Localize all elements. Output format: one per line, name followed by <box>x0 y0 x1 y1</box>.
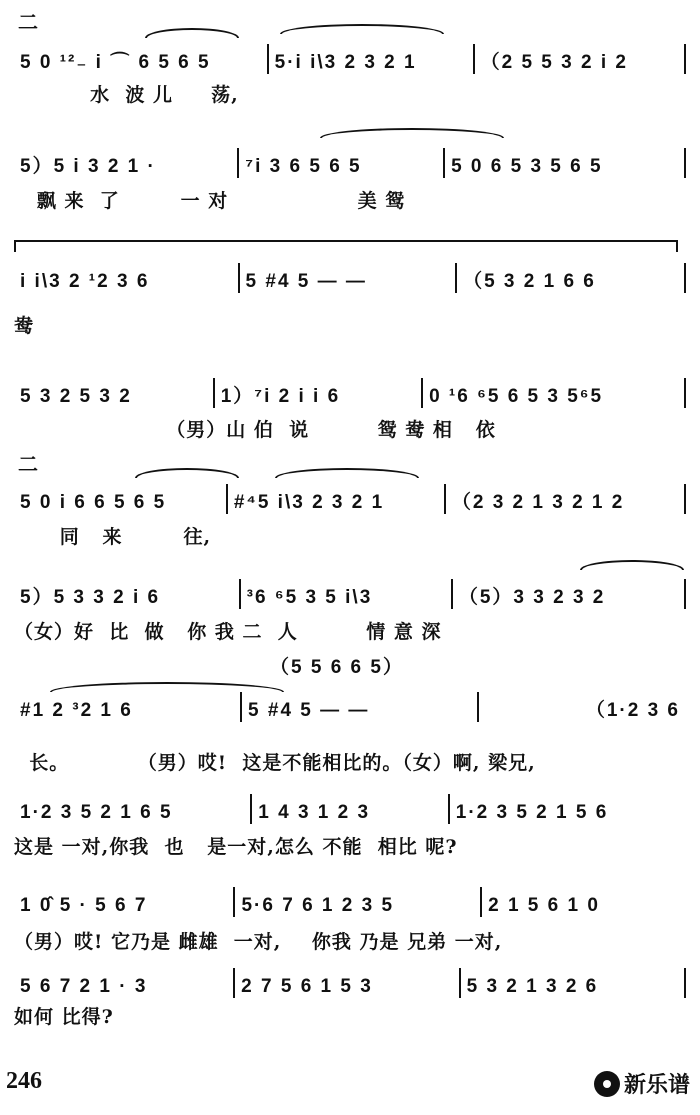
bar-line <box>684 968 686 998</box>
lyrics-line: 飘 来 了 一 对 美 鸳 <box>14 190 406 212</box>
score-row-7 <box>0 650 700 774</box>
measure: 1·2 3 5 2 1 6 5 <box>20 802 173 823</box>
measure: i i\3 2 ¹2 3 6 <box>20 271 150 292</box>
section-mark: 二 <box>18 12 38 34</box>
measure: 1·2 3 5 2 1 5 6 <box>455 802 609 823</box>
measure: 5）5 i 3 2 1 · <box>20 156 156 177</box>
measure: 0 ¹6 ⁶5 6 5 3 5⁶5 <box>429 386 604 407</box>
measure: 5 6 7 2 1 · 3 <box>20 976 148 997</box>
lyrics-line: 同 来 往, <box>14 526 212 548</box>
measure: 5 0 i 6 6 5 6 5 <box>20 492 167 513</box>
vinyl-record-icon <box>594 1071 620 1097</box>
lyrics-line: 水 波 儿 荡, <box>14 84 239 106</box>
lyrics-line: （女）好 比 做 你 我 二 人 情 意 深 <box>14 621 442 643</box>
score-row-8 <box>0 790 700 870</box>
notation-line <box>14 44 686 74</box>
measure: 5）5 3 3 2 i 6 <box>20 587 161 608</box>
score-row-2 <box>0 130 700 210</box>
measure: 2 7 5 6 1 5 3 <box>241 976 373 997</box>
measure: 5 0 ¹²₋ i ⌒ 6 5 6 5 <box>20 52 211 73</box>
notation-line <box>14 692 686 722</box>
measure: 5 3 2 5 3 2 <box>20 386 132 407</box>
measure: 5 #4 5 — — <box>245 271 367 292</box>
bar-line <box>684 44 686 74</box>
notation-line <box>14 484 686 514</box>
bar-line <box>684 484 686 514</box>
measure: （5）3 3 2 3 2 <box>458 587 606 608</box>
measure: #⁴5 i\3 2 3 2 1 <box>233 492 385 513</box>
notation-line <box>14 794 686 824</box>
score-row-5 <box>0 470 700 550</box>
bar-line <box>684 263 686 293</box>
lyrics-line: 鸯 <box>14 315 35 337</box>
interlude: （5 5 6 6 5） <box>270 657 404 678</box>
slur <box>280 24 444 34</box>
score-row-6 <box>0 565 700 645</box>
bar-line <box>684 378 686 408</box>
measure: 5·6 7 6 1 2 3 5 <box>241 895 395 916</box>
score-row-9 <box>0 875 700 955</box>
bar-line <box>684 148 686 178</box>
notation-line <box>14 148 686 178</box>
measure: 5·i i\3 2 3 2 1 <box>274 52 417 73</box>
score-row-3 <box>0 245 700 337</box>
measure: （2 5 5 3 2 i 2 <box>480 52 628 73</box>
measure: ³6 ⁶5 3 5 i\3 <box>246 587 373 608</box>
measure: #1 2 ³2 1 6 <box>20 700 133 721</box>
site-logo <box>594 1068 690 1099</box>
measure: 1 0̂ 5 · 5 6 7 <box>20 895 148 916</box>
measure: 5 3 2 1 3 2 6 <box>466 976 599 997</box>
measure: （1·2 3 6 <box>585 700 680 721</box>
notation-line <box>14 579 686 609</box>
score-row-1 <box>0 28 700 106</box>
notation-line <box>14 887 686 917</box>
notation-line <box>14 968 686 998</box>
lyrics-line: 长。 （男）哎! 这是不能相比的。（女）啊, 梁兄, <box>14 752 536 774</box>
notation-line <box>14 263 686 293</box>
score-row-10 <box>0 960 700 1040</box>
logo-text: 新乐谱 <box>623 1073 690 1098</box>
measure: 5 #4 5 — — <box>248 700 370 721</box>
measure: 1）⁷i 2 i i 6 <box>220 386 341 407</box>
lyrics-line: （男）山 伯 说 鸳 鸯 相 依 <box>14 419 496 441</box>
tie <box>14 240 678 252</box>
measure: ⁷i 3 6 5 6 5 <box>245 156 362 177</box>
slur <box>580 560 684 570</box>
measure: （5 3 2 1 6 6 <box>463 271 596 292</box>
measure: 2 1 5 6 1 0 <box>488 895 600 916</box>
lyrics-line: 这是 一对,你我 也 是一对,怎么 不能 相比 呢? <box>14 836 458 858</box>
measure: 1 4 3 1 2 3 <box>258 802 371 823</box>
lyrics-line: （男）哎! 它乃是 雌雄 一对, 你我 乃是 兄弟 一对, <box>14 931 503 953</box>
score-row-4 <box>0 360 700 440</box>
notation-line <box>14 378 686 408</box>
bar-line <box>684 579 686 609</box>
section-mark-2: 二 <box>18 454 38 476</box>
interlude-notation <box>270 652 686 679</box>
measure: 5 0 6 5 3 5 6 5 <box>451 156 603 177</box>
measure: （2 3 2 1 3 2 1 2 <box>451 492 625 513</box>
lyrics-line: 如何 比得? <box>14 1006 114 1028</box>
page-number: 246 <box>6 1068 42 1094</box>
